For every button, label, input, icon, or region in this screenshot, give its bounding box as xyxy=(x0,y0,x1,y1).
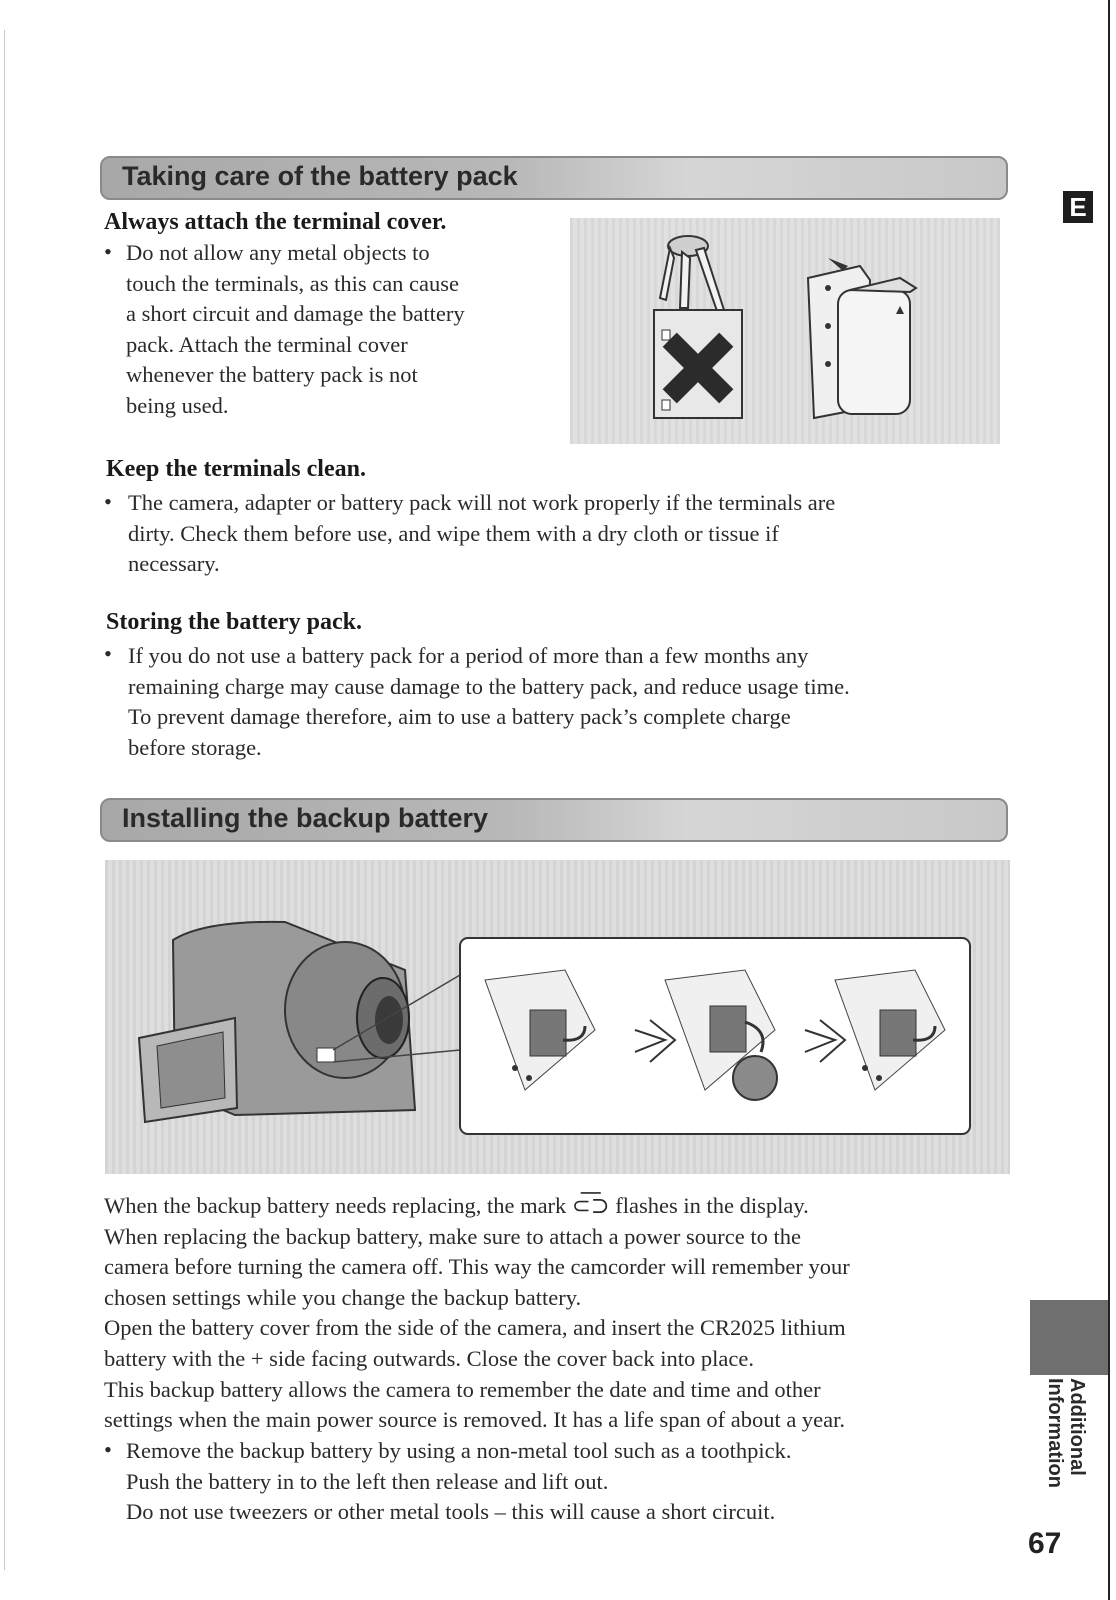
backup-battery-text: When the backup battery needs replacing, the mark ⊂͞⊃ flashes in the display. When replacing the backup battery, make sure to attach a power source to the camera before turning the camera off. This way the camcorder will remember your chosen settings while you change the backup battery. Open the battery cover from the side of the camera, and insert the CR2025 lithium battery with the + side facing outwards. Close the cover back into place. This backup battery allows the camera to remember the date and time and other settings when the main power source is removed. It has a life span of about a year. xyxy=(104,1193,850,1433)
storing-text: If you do not use a battery pack for a period of more than a few months any remaining charge may cause damage to the battery pack, and reduce usage time. To prevent damage therefore, aim to use a battery pack’s complete charge before storage. xyxy=(128,643,850,760)
page-edge-right xyxy=(1108,0,1110,1600)
backup-battery-illustration xyxy=(105,860,1010,1174)
bullet-marker: • xyxy=(104,239,112,264)
page-number: 67 xyxy=(1028,1527,1062,1560)
language-badge: E xyxy=(1063,191,1093,223)
section-title: Taking care of the battery pack xyxy=(122,161,518,191)
bullet-marker: • xyxy=(104,1437,112,1462)
battery-terminal-illustration xyxy=(570,218,1000,444)
terminals-clean-text: The camera, adapter or battery pack will not work properly if the terminals are dirty. Check them before use, and wipe them with a dry cloth or tissue if necessary. xyxy=(128,490,836,577)
backup-battery-removal-text: Remove the backup battery by using a non-metal tool such as a toothpick. Push the battery in to the left then release and lift out. Do not use tweezers or other metal tools – this will cause a short circuit. xyxy=(126,1438,792,1525)
side-tab-block xyxy=(1030,1300,1108,1375)
page-edge-left xyxy=(4,30,5,1570)
subheading-terminal-cover: Always attach the terminal cover. xyxy=(104,209,447,235)
section-header-battery-care xyxy=(100,156,1008,200)
subheading-terminals-clean: Keep the terminals clean. xyxy=(106,456,366,482)
camcorder-backup-battery-icon xyxy=(105,860,1010,1174)
section-header-backup-battery xyxy=(100,798,1008,842)
section-title: Installing the backup battery xyxy=(122,803,489,833)
keys-and-battery-icon xyxy=(570,218,1000,444)
side-tab-label: Additional Information xyxy=(1044,1378,1088,1488)
subheading-storing: Storing the battery pack. xyxy=(106,609,362,635)
bullet-marker: • xyxy=(104,489,112,514)
terminal-cover-text: Do not allow any metal objects to touch the terminals, as this can cause a short circuit and damage the battery pack. Attach the terminal cover whenever the battery pack is not being used. xyxy=(126,240,465,418)
bullet-marker: • xyxy=(104,641,112,666)
